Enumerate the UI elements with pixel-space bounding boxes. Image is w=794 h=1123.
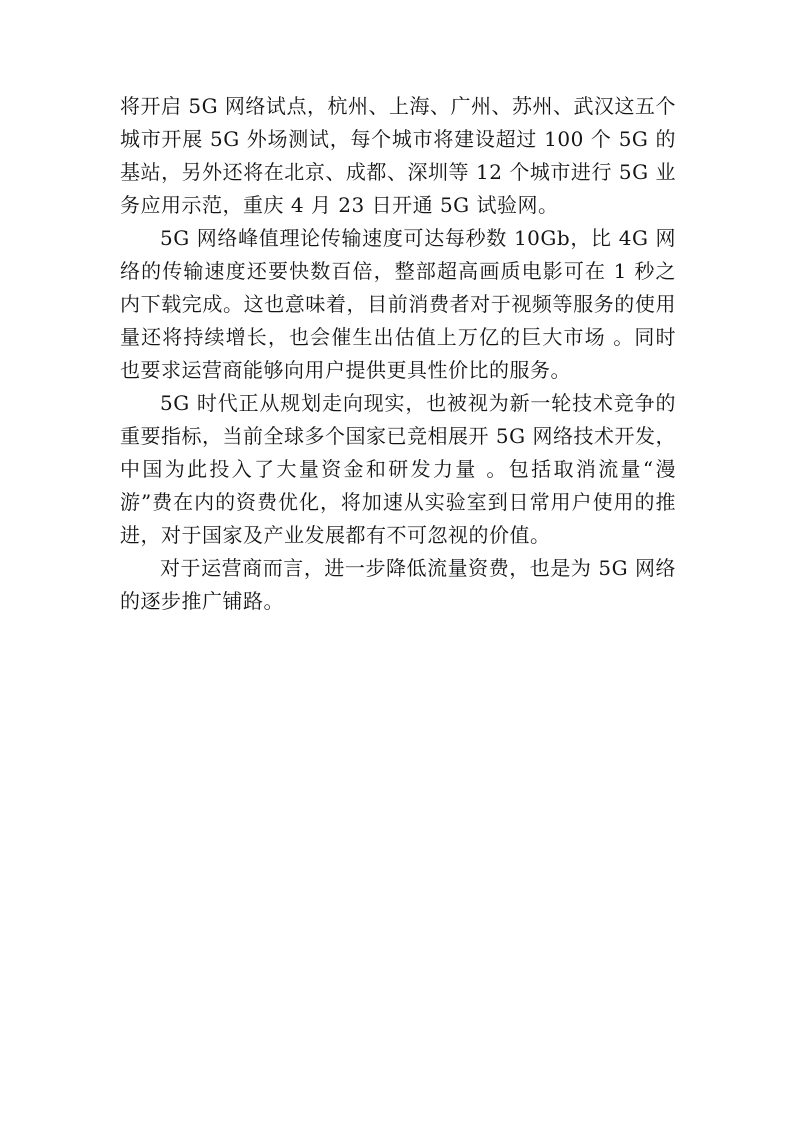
paragraph-operators: 对于运营商而言，进一步降低流量资费，也是为 5G 网络的逐步推广铺路。	[120, 556, 676, 613]
document-body	[120, 90, 676, 618]
paragraph-5g-speed: 5G 网络峰值理论传输速度可达每秒数 10Gb，比 4G 网络的传输速度还要快数百倍，整部超高画质电影可在 1 秒之内下载完成。这也意味着，目前消费者对于视频等服务的使用量还将持续增长，也会催生出估值上万亿的巨大市场 。同时也要求运营商能够向用户提供更具性价比的服务。	[120, 226, 676, 382]
paragraph-5g-era: 5G 时代正从规划走向现实，也被视为新一轮技术竞争的重要指标，当前全球多个国家已竞相展开 5G 网络技术开发，中国为此投入了大量资金和研发力量 。包括取消流量“漫游”费在内的资费优化，将加速从实验室到日常用户使用的推进，对于国家及产业发展都有不可忽视的价值。	[120, 391, 676, 547]
paragraph-5g-trial-cities: 将开启 5G 网络试点，杭州、上海、广州、苏州、武汉这五个城市开展 5G 外场测试，每个城市将建设超过 100 个 5G 的基站，另外还将在北京、成都、深圳等 12 个城市进行 5G 业务应用示范，重庆 4 月 23 日开通 5G 试验网。	[120, 94, 676, 217]
